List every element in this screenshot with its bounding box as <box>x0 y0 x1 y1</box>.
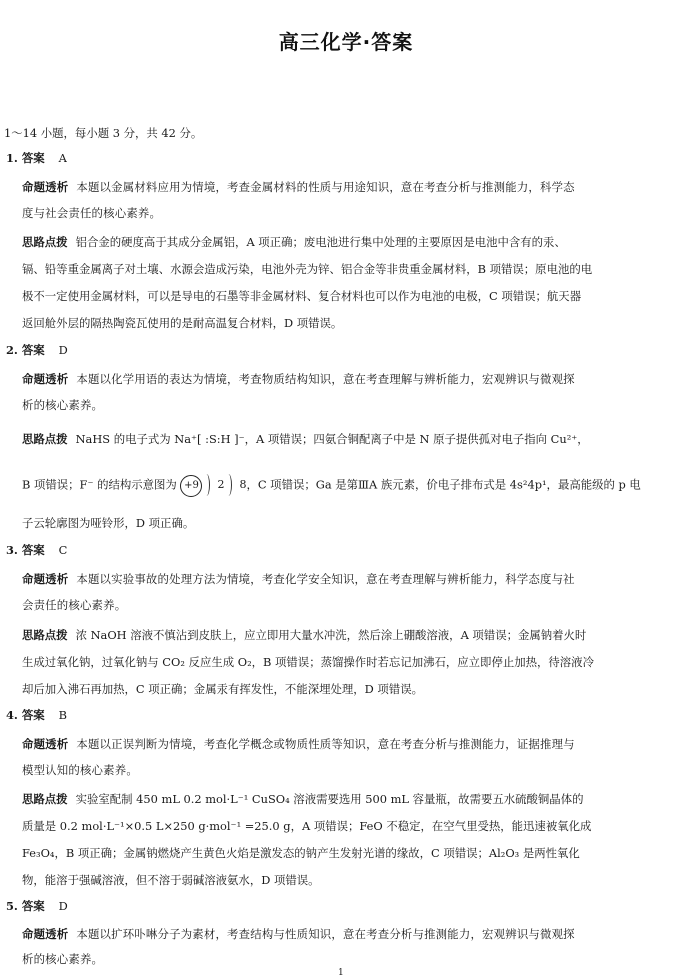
q3-intent-line-1 <box>22 572 575 586</box>
q1-hint-line-1 <box>22 235 566 249</box>
page-number: 1 <box>338 968 344 978</box>
q2-answer: D <box>58 343 68 357</box>
answer-label: 答案 <box>21 343 45 357</box>
q2-answer-line <box>6 343 68 357</box>
q3-answer: C <box>58 543 68 557</box>
q3-answer-line <box>6 543 67 557</box>
q1-intent-text-1: 本题以金属材料应用为情境，考查金属材料的性质与用途知识，意在考查分析与推测能力，科学态 <box>76 180 575 194</box>
q3-hint-line-3: 却后加入沸石再加热，C 项正确；金属汞有挥发性，不能深埋处理，D 项错误。 <box>22 682 423 696</box>
q4-hint-line-2: 质量是 0.2 mol·L⁻¹×0.5 L×250 g·mol⁻¹ =25.0 g，A 项错误；FeO 不稳定，在空气里受热，能迅速被氧化成 <box>22 819 592 833</box>
q2-number: 2. <box>6 343 18 357</box>
q4-hint-line-1 <box>22 792 583 806</box>
answer-label: 答案 <box>21 151 45 165</box>
q1-hint-line-3: 极不一定使用金属材料，可以是导电的石墨等非金属材料、复合材料也可以作为电池的电极，C 项错误；航天器 <box>22 289 582 303</box>
q5-answer: D <box>58 899 68 913</box>
q4-answer-line <box>6 708 67 722</box>
q3-intent-line-2: 会责任的核心素养。 <box>22 598 127 612</box>
q2-hint-line-2 <box>22 474 641 497</box>
q3-hint-line-2: 生成过氧化钠，过氧化钠与 CO₂ 反应生成 O₂，B 项错误；蒸馏操作时若忘记加沸石，应立即停止加热，待溶液冷 <box>22 655 594 669</box>
q5-intent-line-1 <box>22 927 575 941</box>
q2-hint-text-1: NaHS 的电子式为 Na⁺[ :S:H ]⁻，A 项错误；四氨合铜配离子中是 N 原子提供孤对电子指向 Cu²⁺， <box>75 432 589 446</box>
q4-hint-text-1: 实验室配制 450 mL 0.2 mol·L⁻¹ CuSO₄ 溶液需要选用 500 mL 容量瓶，故需要五水硫酸铜晶体的 <box>75 792 584 806</box>
page-title: 高三化学·答案 <box>278 30 414 54</box>
shell-arc <box>225 474 232 496</box>
q4-answer: B <box>58 708 68 722</box>
answer-label: 答案 <box>21 899 45 913</box>
q1-answer-line <box>6 151 67 165</box>
q1-answer: A <box>58 151 67 165</box>
q4-hint-line-3: Fe₃O₄，B 项正确；金属钠燃烧产生黄色火焰是激发态的钠产生发射光谱的缘故，C 项错误；Al₂O₃ 是两性氧化 <box>22 846 580 860</box>
q1-hint-line-2: 镉、铅等重金属离子对土壤、水源会造成污染，电池外壳为锌、铝合金等非贵重金属材料，B 项错误；原电池的电 <box>22 262 593 276</box>
q4-number: 4. <box>6 708 18 722</box>
q3-hint-text-1: 浓 NaOH 溶液不慎沾到皮肤上，应立即用大量水冲洗，然后涂上硼酸溶液，A 项错误；金属钠着火时 <box>75 628 587 642</box>
intent-label: 命题透析 <box>22 737 69 751</box>
q4-hint-line-4: 物，能溶于强碱溶液，但不溶于弱碱溶液氨水，D 项错误。 <box>22 873 320 887</box>
q3-number: 3. <box>6 543 18 557</box>
q2-hint-line-1 <box>22 432 589 446</box>
hint-label: 思路点拨 <box>22 432 68 446</box>
q1-intent-line-1 <box>22 180 575 194</box>
q2-intent-line-2: 析的核心素养。 <box>22 398 104 412</box>
q1-hint-line-4: 返回舱外层的隔热陶瓷瓦使用的是耐高温复合材料，D 项错误。 <box>22 316 343 330</box>
hint-label: 思路点拨 <box>22 792 68 806</box>
q2-hint-line-3: 子云轮廓图为哑铃形，D 项正确。 <box>22 516 195 530</box>
q1-intent-line-2: 度与社会责任的核心素养。 <box>22 206 162 220</box>
q2-diagram-suffix: ，C 项错误；Ga 是第ⅢA 族元素，价电子排布式是 4s²4p¹，最高能级的 p 电 <box>246 477 641 492</box>
intent-label: 命题透析 <box>22 572 69 586</box>
q5-intent-line-2: 析的核心素养。 <box>22 952 104 966</box>
fluoride-structure-diagram <box>180 474 246 497</box>
intent-label: 命题透析 <box>22 372 69 386</box>
q2-intent-line-1 <box>22 372 575 386</box>
hint-label: 思路点拨 <box>22 235 68 249</box>
q3-intent-text-1: 本题以实验事故的处理方法为情境，考查化学安全知识，意在考查理解与辨析能力，科学态度与社 <box>76 572 575 586</box>
q5-answer-line <box>6 899 68 913</box>
q4-intent-line-1 <box>22 737 575 751</box>
nucleus-circle: +9 <box>180 475 202 497</box>
intent-label: 命题透析 <box>22 180 69 194</box>
q4-intent-text-1: 本题以正误判断为情境，考查化学概念或物质性质等知识，意在考查分析与推测能力，证据推理与 <box>76 737 575 751</box>
q4-intent-line-2: 模型认知的核心素养。 <box>22 763 138 777</box>
q3-hint-line-1 <box>22 628 586 642</box>
shell-arc <box>203 474 210 496</box>
answer-label: 答案 <box>21 543 45 557</box>
section-intro: 1～14 小题，每小题 3 分，共 42 分。 <box>4 126 203 140</box>
q5-number: 5. <box>6 899 18 913</box>
q1-number: 1. <box>6 151 18 165</box>
hint-label: 思路点拨 <box>22 628 68 642</box>
q2-intent-text-1: 本题以化学用语的表达为情境，考查物质结构知识，意在考查理解与辨析能力，宏观辨识与微观探 <box>76 372 575 386</box>
q2-diagram-prefix: B 项错误；F⁻ 的结构示意图为 <box>22 477 177 492</box>
answer-label: 答案 <box>21 708 45 722</box>
shell-1-electrons: 2 <box>217 478 225 491</box>
q5-intent-text-1: 本题以扩环卟啉分子为素材，考查结构与性质知识，意在考查分析与推测能力，宏观辨识与微观探 <box>76 927 575 941</box>
q1-hint-text-1: 铝合金的硬度高于其成分金属铝，A 项正确；废电池进行集中处理的主要原因是电池中含有的汞、 <box>75 235 566 249</box>
shell-2-electrons: 8 <box>239 478 247 491</box>
intent-label: 命题透析 <box>22 927 69 941</box>
